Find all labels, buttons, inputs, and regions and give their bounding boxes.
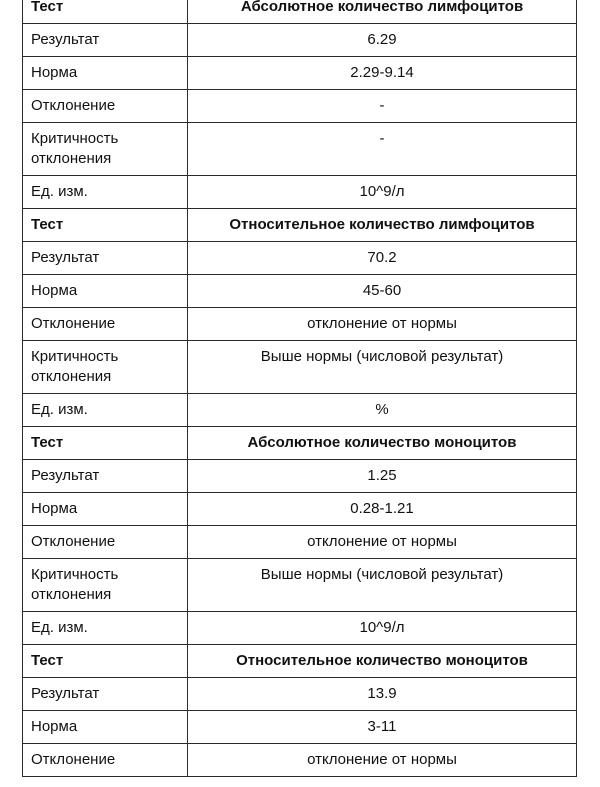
result-row	[23, 90, 577, 123]
field-label: Критичность отклонения	[23, 559, 188, 612]
result-row	[23, 275, 577, 308]
field-label: Отклонение	[23, 744, 188, 777]
field-label: Отклонение	[23, 90, 188, 123]
test-name: Относительное количество лимфоцитов	[188, 209, 577, 242]
field-label: Результат	[23, 678, 188, 711]
test-name: Абсолютное количество моноцитов	[188, 427, 577, 460]
result-row	[23, 559, 577, 612]
field-label: Отклонение	[23, 526, 188, 559]
result-row	[23, 460, 577, 493]
result-row	[23, 57, 577, 90]
test-header-row	[23, 427, 577, 460]
field-value: отклонение от нормы	[188, 744, 577, 777]
test-header-row	[23, 209, 577, 242]
result-row	[23, 526, 577, 559]
result-row	[23, 24, 577, 57]
result-row	[23, 176, 577, 209]
result-row	[23, 242, 577, 275]
field-label: Ед. изм.	[23, 612, 188, 645]
field-value: Выше нормы (числовой результат)	[188, 341, 577, 394]
field-value: 6.29	[188, 24, 577, 57]
result-row	[23, 308, 577, 341]
field-value: 3-11	[188, 711, 577, 744]
field-value: 10^9/л	[188, 176, 577, 209]
result-row	[23, 744, 577, 777]
result-row	[23, 612, 577, 645]
field-label: Отклонение	[23, 308, 188, 341]
field-value: 45-60	[188, 275, 577, 308]
field-label: Норма	[23, 57, 188, 90]
lab-results-table	[22, 0, 577, 777]
test-header-label: Тест	[23, 0, 188, 24]
field-label: Норма	[23, 275, 188, 308]
field-label: Норма	[23, 711, 188, 744]
field-value: 13.9	[188, 678, 577, 711]
field-label: Результат	[23, 24, 188, 57]
field-value: -	[188, 123, 577, 176]
test-header-label: Тест	[23, 209, 188, 242]
field-value: %	[188, 394, 577, 427]
field-value: 1.25	[188, 460, 577, 493]
test-header-row	[23, 645, 577, 678]
field-value: 2.29-9.14	[188, 57, 577, 90]
test-name: Относительное количество моноцитов	[188, 645, 577, 678]
test-header-row	[23, 0, 577, 24]
field-value: -	[188, 90, 577, 123]
result-row	[23, 711, 577, 744]
field-label: Результат	[23, 242, 188, 275]
result-row	[23, 678, 577, 711]
field-value: отклонение от нормы	[188, 526, 577, 559]
field-value: 70.2	[188, 242, 577, 275]
field-label: Ед. изм.	[23, 394, 188, 427]
field-value: отклонение от нормы	[188, 308, 577, 341]
result-row	[23, 123, 577, 176]
result-row	[23, 394, 577, 427]
field-label: Ед. изм.	[23, 176, 188, 209]
field-label: Критичность отклонения	[23, 341, 188, 394]
field-value: Выше нормы (числовой результат)	[188, 559, 577, 612]
result-row	[23, 341, 577, 394]
field-label: Критичность отклонения	[23, 123, 188, 176]
field-label: Норма	[23, 493, 188, 526]
test-name: Абсолютное количество лимфоцитов	[188, 0, 577, 24]
result-row	[23, 493, 577, 526]
field-value: 0.28-1.21	[188, 493, 577, 526]
field-label: Результат	[23, 460, 188, 493]
field-value: 10^9/л	[188, 612, 577, 645]
test-header-label: Тест	[23, 645, 188, 678]
test-header-label: Тест	[23, 427, 188, 460]
